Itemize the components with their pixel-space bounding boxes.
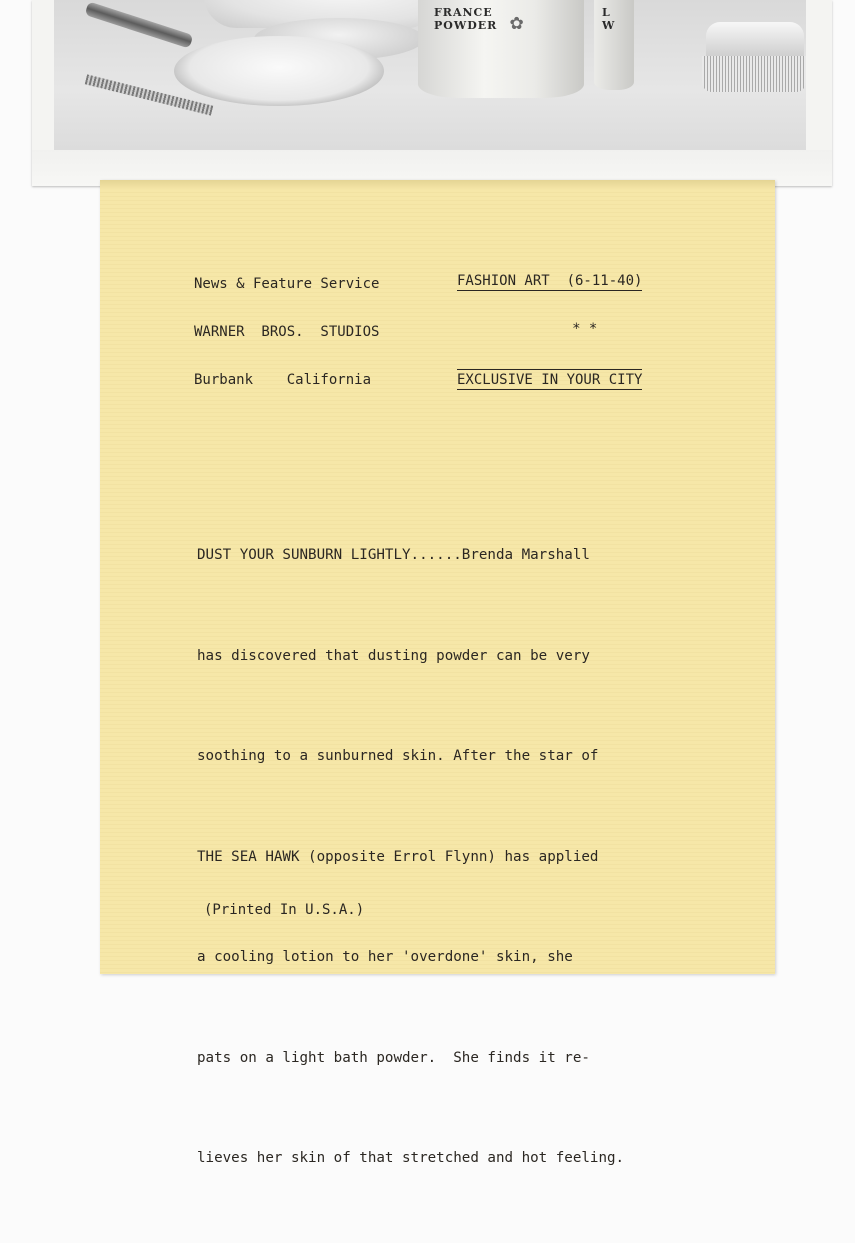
body-line: a cooling lotion to her 'overdone' skin, she (197, 949, 573, 965)
body-line: pats on a light bath powder. She finds it re- (197, 1049, 590, 1066)
address-line: News & Feature Service (194, 276, 380, 292)
photo-tin-label (434, 6, 497, 32)
photo-second-tin (594, 0, 634, 90)
sheet-top-edge (100, 180, 775, 190)
body-line: DUST YOUR SUNBURN LIGHTLY......Brenda Marshall (197, 547, 590, 563)
address-line: Burbank California (194, 372, 372, 388)
tin2-label-line: W (602, 19, 615, 32)
release-header (457, 241, 642, 422)
photo-hand-mirror (174, 36, 384, 106)
studio-address-block (194, 244, 379, 420)
release-exclusive: EXCLUSIVE IN YOUR CITY (457, 369, 642, 390)
photo-image (54, 0, 806, 150)
body-line: THE SEA HAWK (opposite Errol Flynn) has applied (197, 848, 599, 865)
body-line: lieves her skin of that stretched and hot feeling. (197, 1150, 625, 1166)
release-body (197, 472, 624, 1243)
address-line: WARNER BROS. STUDIOS (194, 324, 380, 340)
photo-tin2-label (602, 6, 614, 32)
tin-label-line: POWDER (434, 19, 498, 32)
body-line: soothing to a sunburned skin. After the star of (197, 748, 599, 764)
press-release-sheet (100, 180, 775, 1166)
flower-emblem-icon: ✿ (510, 10, 524, 35)
printed-in-usa: (Printed In U.S.A.) (204, 902, 365, 918)
body-line: has discovered that dusting powder can be very (197, 647, 590, 664)
photograph (32, 0, 832, 186)
release-title: FASHION ART (6-11-40) (457, 273, 643, 289)
tin2-label-line: L (602, 6, 610, 19)
photo-powder-tin (418, 0, 584, 98)
photo-mirror-handle (85, 1, 194, 48)
photo-brush-bristles (702, 56, 806, 92)
tin-label-line: FRANCE (434, 6, 493, 19)
release-stars: * * (572, 321, 598, 337)
